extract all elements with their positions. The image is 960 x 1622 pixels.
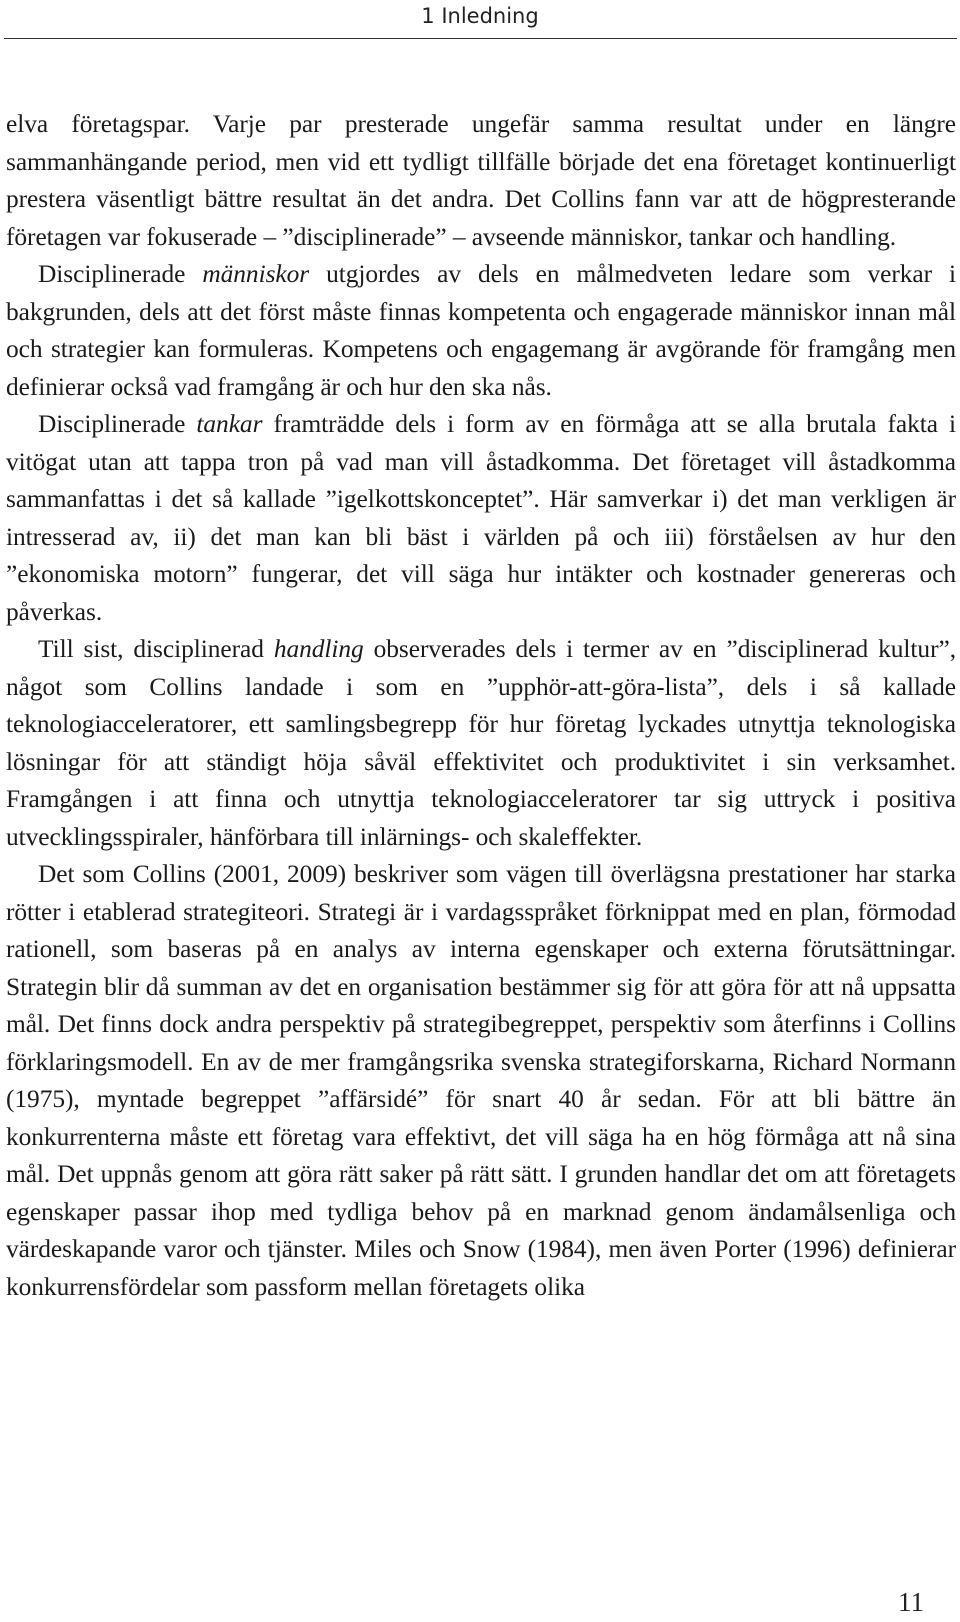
- paragraph-3: [6, 406, 956, 631]
- paragraph-1: elva företagspar. Varje par presterade ungefär samma resultat under en längre sammanhängande period, men vid ett tydligt tillfälle började det ena företaget kontinuerligt prestera väsentligt bättre resultat än det andra. Det Collins fann var att de högpresterande företagen var fokuserade – ”disciplinerade” – avseende människor, tankar och handling.: [6, 110, 956, 251]
- paragraph-4-emphasis: handling: [273, 635, 364, 663]
- paragraph-4: [6, 631, 956, 856]
- paragraph-3-rest: framträdde dels i form av en förmåga att se alla brutala fakta i vitögat utan att tappa tron på vad man vill åstadkomma. Det företaget vill åstadkomma sammanfattas i det så kallade ”igelkottskonceptet”. Här samverkar i) det man verkligen är intresserad av, ii) det man kan bli bäst i världen på och iii) förståelsen av hur den ”ekonomiska motorn” fungerar, det vill säga hur intäkter och kostnader genereras och påverkas.: [6, 410, 956, 626]
- paragraph-2: [6, 256, 956, 406]
- paragraph-4-rest: observerades dels i termer av en ”disciplinerad kultur”, något som Collins landade i som en ”upphör-att-göra-lista”, dels i så kallade teknologiacceleratorer, ett samlingsbegrepp för hur företag lyckades utnyttja teknologiska lösningar för att ständigt höja såväl effektivitet och produktivitet i sin verksamhet. Framgången i att finna och utnyttja teknologiacceleratorer tar sig uttryck i positiva utvecklingsspiraler, hänförbara till inlärnings- och skaleffekter.: [6, 635, 956, 851]
- running-head: 1 Inledning: [421, 4, 539, 28]
- paragraph-3-start: Disciplinerade: [38, 410, 197, 438]
- paragraph-2-emphasis: människor: [202, 260, 310, 288]
- paragraph-5: Det som Collins (2001, 2009) beskriver som vägen till överlägsna prestationer har starka rötter i etablerad strategiteori. Strategi är i vardagsspråket förknippat med en plan, förmodad rationell, som baseras på en analys av interna egenskaper och externa förutsättningar. Strategin blir då summan av det en organisation bestämmer sig för att göra för att nå uppsatta mål. Det finns dock andra perspektiv på strategibegreppet, perspektiv som återfinns i Collins förklaringsmodell. En av de mer framgångsrika svenska strategiforskarna, Richard Normann (1975), myntade begreppet ”affärsidé” för snart 40 år sedan. För att bli bättre än konkurrenterna måste ett företag vara effektivt, det vill säga ha en hög förmåga att nå sina mål. Det uppnås genom att göra rätt saker på rätt sätt. I grunden handlar det om att företagets egenskaper passar ihop med tydliga behov på en marknad genom ändamålsenliga och värdeskapande varor och tjänster. Miles och Snow (1984), men även Porter (1996) definierar konkurrensfördelar som passform mellan företagets olika: [6, 860, 956, 1301]
- paragraph-4-start: Till sist, disciplinerad: [38, 635, 274, 663]
- paragraph-2-start: Disciplinerade: [38, 260, 203, 288]
- page-number: 11: [898, 1587, 924, 1617]
- body-text: [6, 106, 956, 1306]
- paragraph-2-rest: utgjordes av dels en målmedveten ledare som verkar i bakgrunden, dels att det först måste finnas kompetenta och engagerade människor innan mål och strategier kan formuleras. Kompetens och engagemang är avgörande för framgång men definierar också vad framgång är och hur den ska nås.: [6, 260, 957, 401]
- paragraph-3-emphasis: tankar: [196, 410, 263, 438]
- header-rule: [4, 38, 957, 39]
